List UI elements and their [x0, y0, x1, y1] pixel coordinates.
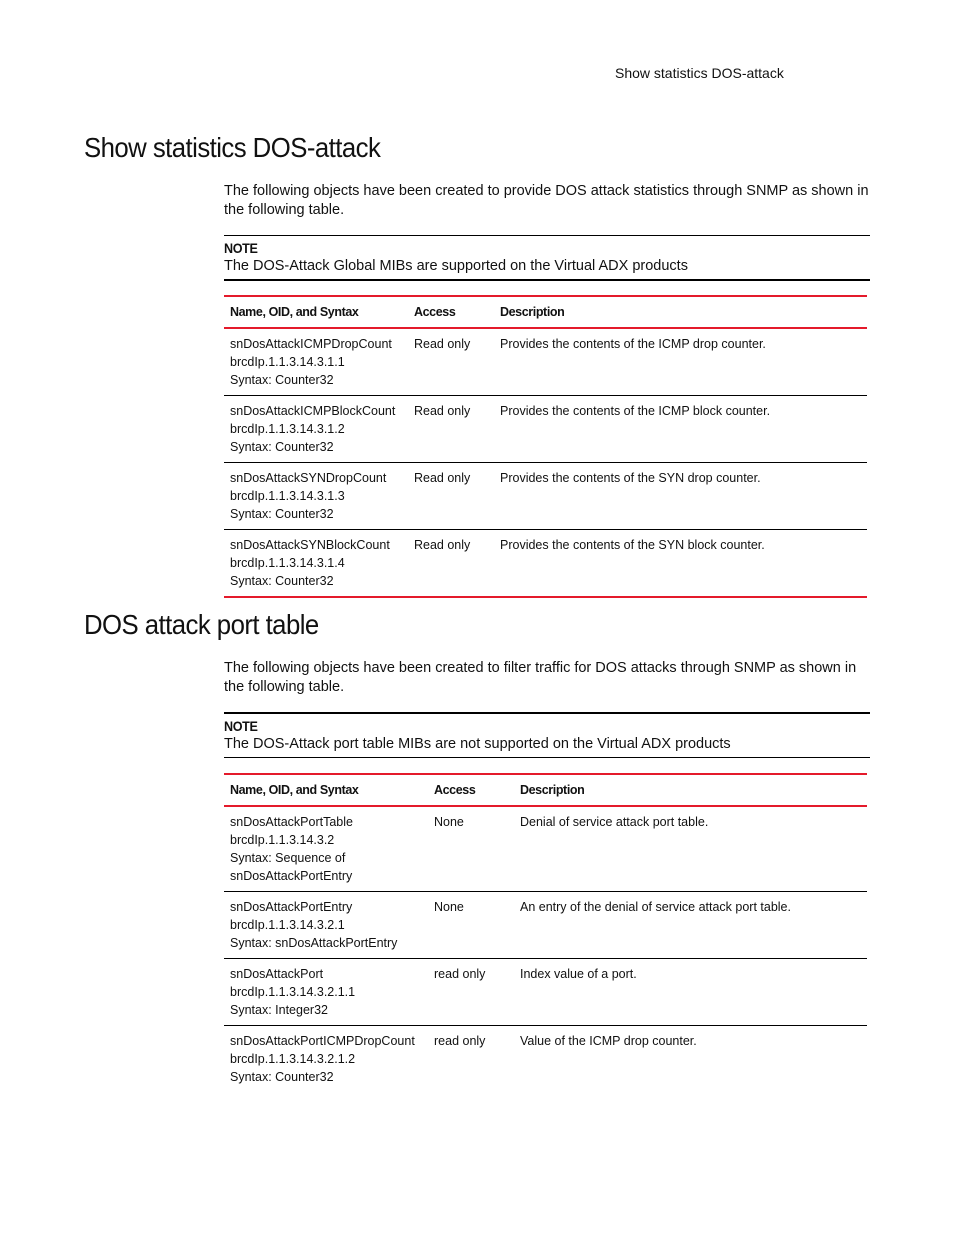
object-oid: brcdIp.1.1.3.14.3.2.1: [230, 918, 345, 932]
object-name: snDosAttackICMPDropCount: [230, 337, 392, 351]
object-name: snDosAttackPortICMPDropCount: [230, 1034, 415, 1048]
object-name: snDosAttackSYNBlockCount: [230, 538, 390, 552]
section-title-dos-attack-port-table: DOS attack port table: [84, 609, 319, 640]
note-text: The DOS-Attack port table MIBs are not supported on the Virtual ADX products: [224, 736, 731, 752]
object-cell: [224, 892, 428, 959]
table-row: [224, 892, 867, 959]
object-syntax: Syntax: Counter32: [230, 507, 334, 521]
access-cell: read only: [428, 959, 514, 1026]
object-syntax: Syntax: Counter32: [230, 1070, 334, 1084]
object-oid: brcdIp.1.1.3.14.3.1.4: [230, 556, 345, 570]
description-cell: Provides the contents of the SYN block counter.: [494, 530, 867, 598]
table-row: [224, 530, 867, 598]
object-oid: brcdIp.1.1.3.14.3.1.3: [230, 489, 345, 503]
access-cell: read only: [434, 1034, 486, 1048]
object-syntax: Syntax: Sequence of snDosAttackPortEntry: [230, 851, 353, 883]
note-text: The DOS-Attack Global MIBs are supported on the Virtual ADX products: [224, 258, 688, 274]
object-syntax: Syntax: Integer32: [230, 1003, 328, 1017]
object-name: snDosAttackPortEntry: [230, 900, 353, 914]
table-row: [224, 806, 867, 892]
object-cell: [224, 463, 408, 530]
note-box: [224, 235, 870, 281]
table-row: [224, 959, 867, 1026]
table-header-row: [224, 296, 867, 328]
object-cell: [224, 530, 408, 598]
object-cell: [224, 328, 408, 396]
description-cell: Provides the contents of the ICMP drop counter.: [494, 328, 867, 396]
mib-table-dos-attack-port: [224, 773, 867, 1092]
table-row: [224, 328, 867, 396]
object-cell: [224, 1026, 428, 1093]
object-name: snDosAttackSYNDropCount: [230, 471, 387, 485]
access-cell: Read only: [408, 396, 494, 463]
description-cell: Index value of a port.: [514, 959, 867, 1026]
access-cell: Read only: [408, 463, 494, 530]
description-cell: Value of the ICMP drop counter.: [520, 1034, 697, 1048]
note-box: [224, 712, 870, 758]
object-cell: [224, 806, 428, 892]
section-intro: The following objects have been created to provide DOS attack statistics through SNMP as shown in the following table.: [224, 183, 869, 218]
object-syntax: Syntax: Counter32: [230, 574, 334, 588]
access-cell: Read only: [408, 328, 494, 396]
access-cell: Read only: [408, 530, 494, 598]
object-oid: brcdIp.1.1.3.14.3.1.2: [230, 422, 345, 436]
note-label: NOTE: [224, 240, 258, 256]
object-syntax: Syntax: Counter32: [230, 373, 334, 387]
table-row: [224, 1026, 867, 1093]
column-header-name: Name, OID, and Syntax: [224, 774, 428, 806]
note-label: NOTE: [224, 718, 258, 734]
description-cell: Denial of service attack port table.: [514, 806, 867, 892]
object-oid: brcdIp.1.1.3.14.3.2.1.2: [230, 1052, 356, 1066]
description-cell: Provides the contents of the SYN drop counter.: [494, 463, 867, 530]
object-cell: [224, 396, 408, 463]
table-header-row: [224, 774, 867, 806]
access-cell: None: [428, 806, 514, 892]
object-oid: brcdIp.1.1.3.14.3.2.1.1: [230, 985, 356, 999]
object-name: snDosAttackPort: [230, 967, 324, 981]
description-cell: An entry of the denial of service attack port table.: [514, 892, 867, 959]
section-title-dos-attack-statistics: Show statistics DOS-attack: [84, 132, 381, 163]
object-syntax: Syntax: Counter32: [230, 440, 334, 454]
description-cell: Provides the contents of the ICMP block counter.: [494, 396, 867, 463]
table-row: [224, 396, 867, 463]
column-header-access: Access: [428, 774, 514, 806]
table-row: [224, 463, 867, 530]
object-cell: [224, 959, 428, 1026]
column-header-description: Description: [514, 774, 867, 806]
access-cell: None: [428, 892, 514, 959]
object-oid: brcdIp.1.1.3.14.3.2: [230, 833, 335, 847]
column-header-description: Description: [494, 296, 867, 328]
object-syntax: Syntax: snDosAttackPortEntry: [230, 936, 398, 950]
section-intro: The following objects have been created to filter traffic for DOS attacks through SNMP as shown in the following table.: [224, 660, 857, 695]
object-name: snDosAttackPortTable: [230, 815, 353, 829]
column-header-access: Access: [408, 296, 494, 328]
mib-table-dos-attack-statistics: [224, 295, 867, 598]
object-name: snDosAttackICMPBlockCount: [230, 404, 396, 418]
object-oid: brcdIp.1.1.3.14.3.1.1: [230, 355, 345, 369]
column-header-name: Name, OID, and Syntax: [224, 296, 408, 328]
running-header: Show statistics DOS-attack: [615, 65, 784, 81]
